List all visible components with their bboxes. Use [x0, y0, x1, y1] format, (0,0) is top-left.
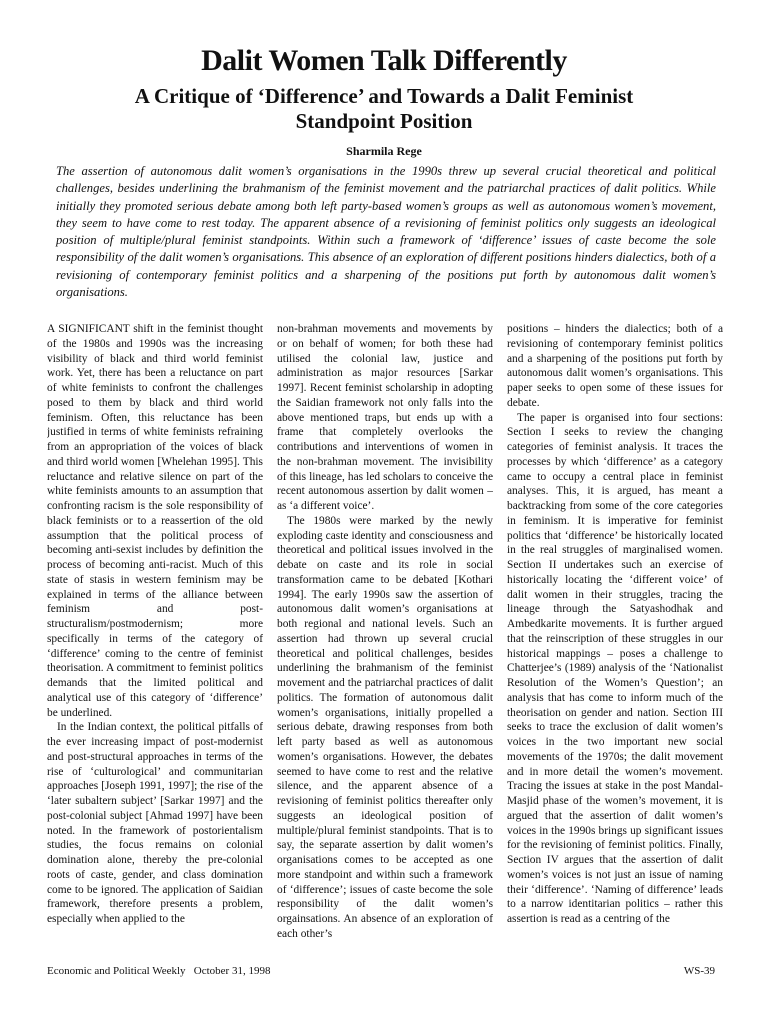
abstract: The assertion of autonomous dalit women’s organisations in the 1990s threw up several crucial theoretical and political challenges, besides underlining the brahmanism of the feminist movement and the patriarchal practices of dalit politics. While initially they promoted serious debate among both left party-based women’s groups as well as autonomous women’s movement, they seem to have come to rest today. The apparent absence of a revisioning of feminist politics only suggests an ideological position of multiple/plural feminist standpoints. Within such a framework of ‘difference’ issues of caste become the sole responsibility of the dalit women’s organisations. This absence of an exploration of different positions hinders dialectics, both of a revisioning of contemporary feminist politics and a sharpening of the positions put forth by autonomous dalit women’s organisations. — [56, 164, 716, 300]
body-paragraph: A SIGNIFICANT shift in the feminist thought of the 1980s and 1990s was the increasing visibility of black and third world feminist work. Yet, there has been a reluctance on part of white feminists to confront the challenges posed to them by black and third world feminism. Often, this reluctance has been justified in terms of white feminists refraining from an appropriation of the voices of black and third world women [Whelehan 1995]. This reluctance and relative silence on part of the white feminists amounts to an assumption that confronting racism is the sole responsibility of black feminists or to a reassertion of the old assumption that the political process of becoming anti-sexist includes by definition the process of becoming anti-racist. Much of this state of stasis in western feminism may be explained in terms of the alliance between feminism and post-structuralism/postmodernism; more specifically in terms of the category of ‘difference’ coming to the centre of feminist theorisation. A commitment to feminist politics demands that the limited political and analytical use of this category of ‘difference’ be underlined. — [47, 323, 263, 719]
body-paragraph: non-brahman movements and movements by or on behalf of women; for both these had utilised the colonial law, justice and administration as major resources [Sarkar 1997]. Recent feminist scholarship in adopting the Saidian framework not only falls into the above mentioned traps, but ends up with a frame that completely overlooks the contributions and interventions of women in the non-brahman movement. The invisibility of this lineage, has led scholars to conceive the recent autonomous assertion by dalit women – as ‘a different voice’. — [277, 323, 493, 512]
column-2 — [277, 322, 493, 952]
page-number: WS-39 — [683, 965, 715, 977]
page-footer — [47, 965, 715, 977]
article-subtitle: A Critique of ‘Difference’ and Towards a Dalit Feminist Standpoint Position — [134, 84, 634, 133]
body-paragraph: In the Indian context, the political pitfalls of the ever increasing impact of post-modernist and post-structural approaches in terms of the rise of ‘culturological’ and communitarian approaches [Joseph 1991, 1997]; the rise of the ‘later subaltern subject’ [Sarkar 1997] and the post-colonial subject [Ahmad 1997] have been noted. In the framework of postorientalism studies, the focus remains on colonial domination alone, thereby the pre-colonial roots of caste, gender, and class domination come to be ignored. The application of Saidian framework, therefore presents a problem, especially when applied to the — [47, 721, 263, 925]
issue-date: October 31, 1998 — [193, 965, 271, 977]
footer-source — [47, 965, 270, 977]
body-columns — [47, 322, 723, 952]
author-name: Sharmila Rege — [346, 144, 422, 158]
body-paragraph: The paper is organised into four sections: Section I seeks to review the changing categories of feminist analysis. It traces the processes by which ‘difference’ as a category came to occupy a central place in feminist analyses. This, it is argued, has meant a backtracking from some of the core categories in feminism. It is imperative for feminist politics that ‘difference’ be historically located in the real struggles of marginalised women. Section II undertakes such an exercise of historically locating the ‘different voice’ of dalit women in their struggles, tracing the lineage through the Satyashodhak and Ambedkarite movements. It is further argued that the reinscription of these struggles in our historical mappings – poses a challenge to Chatterjee’s (1989) analysis of the ‘Nationalist Resolution of the Women’s Question’; an analysis that has come to inform much of the theorisation on gender and nation. Section III seeks to trace the exclusion of dalit women’s voices in the two important new social movements of the 1970s; the dalit movement and in more detail the women’s movement. Tracing the issues at stake in the post Mandal-Masjid phase of the women’s movement, it is argued that the assertion of dalit women’s voices in the 1990s brings up significant issues for the revisioning of feminist politics. Finally, Section IV argues that the assertion of dalit women’s voices is not just an issue of naming their ‘difference’. ‘Naming of difference’ leads to a narrow identitarian politics – rather this assertion is read as a centring of the — [507, 411, 723, 925]
journal-name: Economic and Political Weekly — [47, 965, 186, 977]
column-1 — [47, 322, 263, 952]
column-3 — [507, 322, 723, 952]
body-paragraph: The 1980s were marked by the newly exploding caste identity and consciousness and theoretical and political issues involved in the debate on caste and its role in social transformation came to be debated [Kothari 1994]. The early 1990s saw the assertion of autonomous dalit women’s organisations at both regional and national levels. Such an assertion had thrown up several crucial theoretical and political challenges, besides underlining the brahmanism of the feminist movement and the patriarchal practices of dalit politics. The formation of autonomous dalit women’s organisations, initially propelled a serious debate, drawing responses from both left party based as well as autonomous women’s organisations. However, the debates seemed to have come to rest and the relative silence, and the apparent absence of a revisioning of feminist politics thereafter only suggests an ideological position of multiple/plural feminist standpoints. That is to say, the separate assertion by dalit women’s organisations comes to be accepted as one more standpoint and within such a framework of ‘difference’; issues of caste become the sole responsibility of the dalit women’s orgainsations. An absence of an exploration of each other’s — [277, 514, 493, 940]
article-title: Dalit Women Talk Differently — [201, 44, 567, 77]
body-paragraph: positions – hinders the dialectics; both of a revisioning of contemporary feminist politics and a sharpening of the positions put forth by autonomous dalit women’s organisations. This paper seeks to open some of these issues for debate. — [507, 323, 723, 409]
